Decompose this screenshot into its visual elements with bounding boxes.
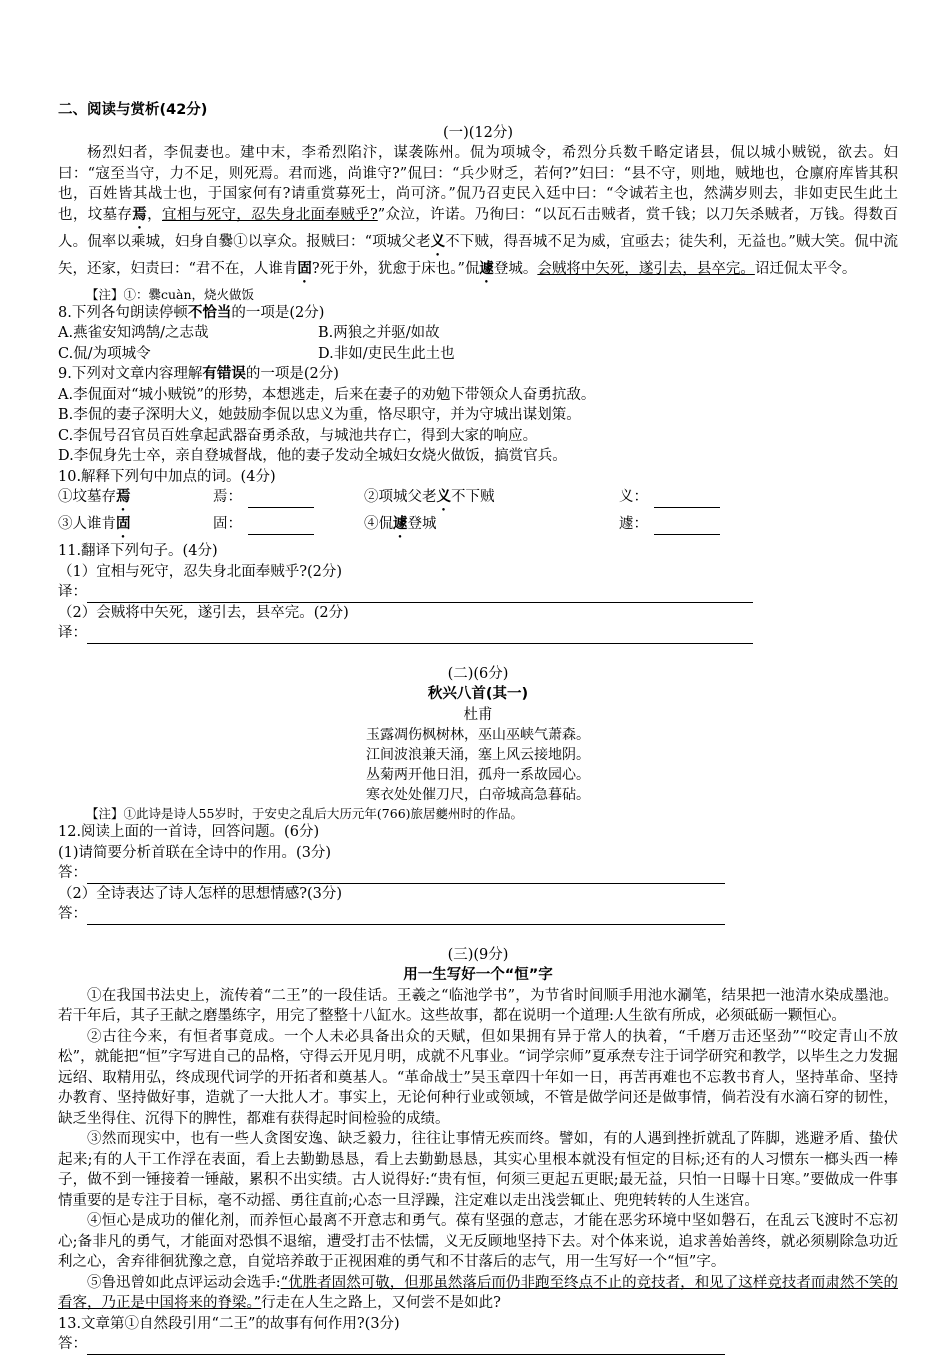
option-b[interactable]: B.两狼之并驱/如故 xyxy=(318,325,440,341)
option-a[interactable]: A.燕雀安知鸿鹄/之志哉 xyxy=(58,325,209,341)
option-c[interactable]: C.李侃号召官员百姓拿起武器奋勇杀敌，与城池共存亡，得到大家的响应。 xyxy=(58,427,538,444)
part3-heading: (三)(9分) xyxy=(447,946,509,963)
question-10: 10.解释下列句中加点的词。(4分) xyxy=(58,468,276,485)
question-11-1: （1）宜相与死守，忍失身北面奉贼乎?(2分) xyxy=(58,563,343,580)
answer-rule[interactable] xyxy=(87,869,725,884)
dotted-word: 焉 xyxy=(116,488,131,505)
dotted-word: 焉 xyxy=(132,205,148,223)
question-13: 13.文章第①自然段引用“二王”的故事有何作用?(3分) xyxy=(58,1315,400,1332)
answer-line: 答： xyxy=(58,904,898,925)
poem-title: 秋兴八首(其一) xyxy=(427,686,529,702)
dotted-word: 遽 xyxy=(479,259,494,277)
part1-passage: 杨烈妇者，李侃妻也。建中末，李希烈陷汴，谋袭陈州。侃为项城令，希烈分兵数千略定诸县，侃以城小贼锐，欲去。妇曰：“寇至当守，力不足，则死焉。君而逃，尚谁守?”侃曰：“兵少财乏，若何?”妇曰：“县不守，则地，贼地也，仓廪府库皆其积也，百姓皆其战士也，于国家何有?请重赏募死士，尚可济。”侃乃召吏民入廷中曰：“令诚若主也，然满岁则去，非如吏民生此土也，坟墓存焉，宜相与死守，忍失身北面奉贼乎?”众泣，许诺。乃徇曰：“以瓦石击贼者，赏千钱；以刀矢杀贼者，万钱。得数百人。侃率以乘城，妇身自爨①以享众。报贼曰：“项城父老义不下贼，得吾城不足为威，宜亟去；徒失利，无益也。”贼大笑。侃中流矢，还家，妇责曰：“君不在，人谁肯固?死于外，犹愈于床也。”侃遽登城。会贼将中矢死，遂引去，县卒完。诏迁侃太平令。 xyxy=(58,145,899,277)
poem-line: 丛菊两开他日泪，孤舟一系故园心。 xyxy=(366,767,590,783)
passage-note: 【注】①：爨cuàn，烧火做饭 xyxy=(86,286,255,302)
question-8-options xyxy=(58,323,898,364)
dotted-word: 遽 xyxy=(393,515,408,532)
word-row: ③人谁肯固 固： ④侃遽登城 遽： xyxy=(58,514,898,541)
poem-line: 江间波浪兼天涌，塞上风云接地阴。 xyxy=(366,747,590,763)
poem-author: 杜甫 xyxy=(463,706,493,723)
poem-note: 【注】①此诗是诗人55岁时，于安史之乱后大历元年(766)旅居夔州时的作品。 xyxy=(86,806,524,821)
word-row: ①坟墓存焉 焉： ②项城父老义不下贼 义： xyxy=(58,487,898,514)
answer-rule[interactable] xyxy=(87,629,753,644)
answer-line: 答： xyxy=(58,1334,898,1355)
option-d[interactable]: D.李侃身先士卒，亲自登城督战，他的妻子发动全城妇女烧火做饭，搞赏官兵。 xyxy=(58,448,567,464)
poem-line: 玉露凋伤枫树林，巫山巫峡气萧森。 xyxy=(366,727,590,743)
option-d[interactable]: D.非如/吏民生此土也 xyxy=(318,345,455,362)
question-12-2: （2）全诗表达了诗人怎样的思想情感?(3分) xyxy=(58,885,343,902)
part2-heading: (二)(6分) xyxy=(447,665,509,682)
dotted-word: 义 xyxy=(430,232,446,250)
question-11: 11.翻译下列句子。(4分) xyxy=(58,543,218,559)
dotted-word: 固 xyxy=(297,259,312,277)
dotted-word: 义 xyxy=(436,488,451,505)
option-a[interactable]: A.李侃面对“城小贼锐”的形势，本想逃走，后来在妻子的劝勉下带领众人奋勇抗敌。 xyxy=(58,386,596,403)
question-9: 9.下列对文章内容理解有错误的一项是(2分) xyxy=(58,366,339,382)
essay-paragraph-1: ①在我国书法史上，流传着“二王”的一段佳话。王羲之“临池学书”，为节省时间顺手用池水涮笔，结果把一池清水染成墨池。若干年后，其子王献之磨墨练字，用完了整整十八缸水。这些故事，都在说明一个道理:人生欲有所成，必须砥砺一颗恒心。 xyxy=(58,987,898,1024)
essay-title: 用一生写好一个“恒”字 xyxy=(403,967,553,983)
option-c[interactable]: C.侃/为项城令 xyxy=(58,345,151,362)
answer-blank[interactable] xyxy=(248,493,314,508)
answer-blank[interactable] xyxy=(248,520,314,535)
underlined-sentence: “优胜者固然可敬，但那虽然落后而仍非跑至终点不止的竞技者，和见了这样竞技者而肃然不笑的看客，乃正是中国将来的脊梁。” xyxy=(58,1274,898,1311)
essay-paragraph-5: ⑤鲁迅曾如此点评运动会选手:“优胜者固然可敬，但那虽然落后而仍非跑至终点不止的竞技者，和见了这样竞技者而肃然不笑的看客，乃正是中国将来的脊梁。”行走在人生之路上，又何尝不是如此? xyxy=(58,1274,898,1311)
underlined-sentence: 宜相与死守，忍失身北面奉贼乎? xyxy=(162,206,378,223)
poem-line: 寒衣处处催刀尺，白帝城高急暮砧。 xyxy=(366,787,590,803)
exam-page xyxy=(58,100,898,1355)
essay-paragraph-4: ④恒心是成功的催化剂，而养恒心最离不开意志和勇气。葆有坚强的意志，才能在恶劣环境中坚如磐石，在乱云飞渡时不忘初心;备非凡的勇气，才能面对恐惧不退缩，遭受打击不怯懦，义无反顾地坚持下去。对个体来说，追求善始善终，就必须剔除急功近利之心，舍弃徘徊犹豫之意，自觉培养敢于正视困难的勇气和不甘落后的志气，用一生写好一个“恒”字。 xyxy=(58,1213,898,1270)
question-11-2: （2）会贼将中矢死，遂引去，县卒完。(2分) xyxy=(58,604,349,621)
answer-blank[interactable] xyxy=(654,520,720,535)
part1-heading: (一)(12分) xyxy=(442,124,514,141)
answer-blank[interactable] xyxy=(654,493,720,508)
answer-rule[interactable] xyxy=(87,1340,725,1355)
underlined-sentence: 会贼将中矢死，遂引去，县卒完。 xyxy=(537,260,755,277)
section-title: 二、阅读与赏析(42分) xyxy=(58,102,208,118)
answer-rule[interactable] xyxy=(87,588,753,603)
question-8: 8.下列各句朗读停顿不恰当的一项是(2分) xyxy=(58,304,325,321)
essay-paragraph-3: ③然而现实中，也有一些人贪图安逸、缺乏毅力，往往让事情无疾而终。譬如，有的人遇到挫折就乱了阵脚，逃避矛盾、蛰伏起来;有的人干工作浮在表面，看上去勤勤恳恳，看上去勤勤恳恳，其实心里根本就没有恒定的目标;还有的人习惯东一榔头西一棒子，做不到一锤接着一锤敲，累积不出实绩。古人说得好:“贵有恒，何须三更起五更眠;最无益，只怕一日曝十日寒。”要做成一件事情重要的是专注于目标，毫不动摇、勇往直前;心态一旦浮躁，注定难以走出浅尝辄止、兜兜转转的人生迷宫。 xyxy=(58,1131,898,1209)
answer-line: 答： xyxy=(58,863,898,884)
answer-rule[interactable] xyxy=(87,910,725,925)
dotted-word: 固 xyxy=(116,515,131,532)
question-12: 12.阅读上面的一首诗，回答问题。(6分) xyxy=(58,824,320,840)
question-12-1: (1)请简要分析首联在全诗中的作用。(3分) xyxy=(58,844,332,861)
answer-line: 译： xyxy=(58,623,898,644)
essay-paragraph-2: ②古往今来，有恒者事竟成。一个人未必具备出众的天赋，但如果拥有异于常人的执着，“千磨万击还坚劲”“咬定青山不放松”，就能把“恒”字写进自己的品格，守得云开见月明，成就不凡事业。“词学宗师”夏承焘专注于词学研究和教学，以毕生之力发掘远绍、取精用弘，终成现代词学的开拓者和奠基人。“革命战士”吴玉章四十年如一日，再苦再难也不忘教书育人，坚持革命、坚持办教育、坚持做好事，造就了一大批人才。事实上，无论何种行业或领域，不管是做学问还是做事情，倘若没有水滴石穿的韧性，缺乏坐得住、沉得下的脾性，都难有获得起时间检验的成绩。 xyxy=(58,1028,898,1127)
option-b[interactable]: B.李侃的妻子深明大义，她鼓励李侃以忠义为重，恪尽职守，并为守城出谋划策。 xyxy=(58,407,581,423)
answer-line: 译： xyxy=(58,582,898,603)
